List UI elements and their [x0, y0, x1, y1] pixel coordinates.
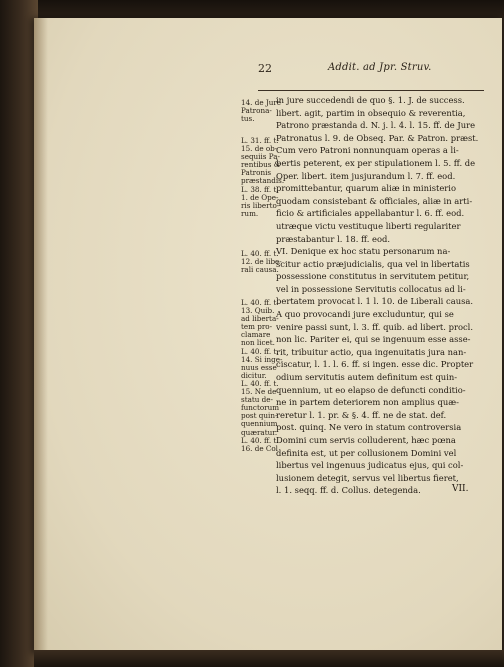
margin-note-line: L. 40. ff. t.	[241, 249, 279, 258]
body-line: bertatem provocat l. 1 l. 10. de Liberali causa.	[276, 296, 474, 307]
margin-note-line: L. 40. ff. t.	[241, 435, 279, 445]
body-line: Oper. libert. item jusjurandum l. 7. ff. eod.	[276, 170, 456, 181]
margin-note-line: dicitur.	[241, 370, 267, 380]
body-line: ficio & artificiales appellabantur l. 6. ff. eod.	[276, 208, 465, 219]
margin-note-line: 14. de Jure	[241, 98, 282, 107]
margin-note-line: 15. de ob-	[241, 144, 278, 154]
margin-note-line: 13. Quib.	[241, 306, 275, 316]
body-text	[276, 245, 490, 497]
margin-note-line: 1. de Ope-	[241, 192, 279, 202]
margin-note-line: quennium	[241, 419, 278, 429]
body-line: libert. agit, partim in obsequio & reverentia,	[276, 107, 466, 118]
margin-note-line: L. 40. ff. t.	[241, 346, 279, 356]
header-rule	[258, 90, 484, 91]
margin-note-line: tem pro-	[241, 322, 273, 332]
body-line: A quo provocandi jure excluduntur, qui se	[276, 308, 454, 319]
body-line: promittebantur, quarum aliæ in ministerio	[276, 183, 457, 194]
body-line: lusionem detegit, servus vel libertus fieret,	[276, 472, 459, 483]
margin-note-line: 14. Si inge-	[241, 354, 283, 364]
body-line: bertis peterent, ex per stipulationem l. 5. ff. de	[276, 157, 476, 168]
margin-note-line: rum.	[241, 208, 259, 218]
body-line: l. 1. seqq. ff. d. Collus. detegenda.	[276, 485, 421, 496]
margin-note-line: ris liberto-	[241, 200, 280, 210]
body-line: in jure succedendi de quo §. 1. J. de success.	[276, 95, 465, 105]
margin-note-line: rali causa.	[241, 265, 279, 275]
body-line: ciscatur, l. 1. l. 6. ff. si ingen. esse dic. Propter	[276, 359, 474, 370]
margin-note-line: ad liberta-	[241, 314, 279, 324]
body-line: venire passi sunt, l. 3. ff. quib. ad libert. procl.	[276, 321, 474, 332]
margin-note-line: statu de-	[241, 395, 273, 405]
body-line: præstabantur l. 18. ff. eod.	[276, 233, 391, 244]
page-bottom-shadow	[34, 650, 504, 667]
margin-note-line: Patrona-	[241, 106, 272, 116]
margin-note-line: rentibus &	[241, 160, 281, 170]
margin-note-line: L. 40. ff. t.	[241, 298, 279, 307]
page-number: 22	[258, 62, 272, 75]
margin-note-line: functorum	[241, 403, 280, 413]
margin-note-line: sequiis Pa-	[241, 152, 280, 162]
body-line: quodam consistebant & officiales, aliæ in arti-	[276, 195, 473, 206]
margin-note-line: clamare	[241, 330, 271, 340]
book-spine-shadow	[0, 0, 38, 667]
margin-note-line: tus.	[241, 114, 255, 124]
catchword: VII.	[452, 484, 469, 494]
body-line: odium servitutis autem definitum est quin-	[276, 371, 458, 382]
body-line: non lic. Pariter ei, qui se ingenuum esse asse-	[276, 334, 471, 345]
margin-note-line: quæratur.	[241, 427, 278, 437]
body-line: rit, tribuitur actio, qua ingenuitatis jura nan-	[276, 346, 467, 357]
margin-note-line: L. 38. ff. t.	[241, 184, 279, 194]
body-line: Domini cum servis colluderent, hæc pœna	[276, 434, 456, 445]
body-line: VI. Denique ex hoc statu personarum na-	[276, 246, 451, 256]
margin-note-line: L. 31. ff. t.	[241, 136, 279, 145]
margin-note-line: 15. Ne de	[241, 387, 277, 397]
margin-note-line: nuus esse	[241, 362, 277, 372]
margin-note-line: 16. de Col	[241, 443, 278, 453]
margin-note-line: non licet.	[241, 338, 275, 348]
margin-note-line: præstandis.	[241, 176, 285, 186]
page-gutter	[34, 18, 48, 654]
running-header	[210, 60, 480, 76]
running-title: Addit. ad Jpr. Struv.	[328, 62, 432, 73]
body-line: vel in possessione Servitutis collocatus ad li-	[276, 283, 466, 294]
body-text	[276, 94, 490, 245]
margin-note-line: 12. de libe-	[241, 257, 282, 267]
margin-note-line: post quin-	[241, 411, 278, 421]
body-line: reretur l. 1. pr. & §. 4. ff. ne de stat. def.	[276, 409, 447, 420]
body-line: scitur actio præjudicialis, qua vel in libertatis	[276, 258, 470, 269]
body-line: definita est, ut per collusionem Domini vel	[276, 447, 457, 458]
margin-note-line: Patronis	[241, 168, 272, 178]
body-line: Cum vero Patroni nonnunquam operas a li-	[276, 145, 459, 156]
body-line: utræque victu vestituque liberti regulariter	[276, 220, 461, 231]
body-line: libertus vel ingenuus judicatus ejus, qui col-	[276, 460, 464, 471]
margin-note-line: L. 40. ff. t.	[241, 378, 279, 388]
body-line: possessione constitutus in servitutem petitur,	[276, 271, 470, 282]
body-line: ne in partem deteriorem non amplius quæ-	[276, 397, 459, 408]
body-line: post. quinq. Ne vero in statum controversia	[276, 422, 462, 433]
body-line: quennium, ut eo elapso de defuncti conditio-	[276, 384, 466, 395]
body-line: Patrono præstanda d. N. j. l. 4. l. 15. ff. de Jure	[276, 120, 476, 131]
body-line: Patronatus l. 9. de Obseq. Par. & Patron. præst.	[276, 132, 479, 143]
